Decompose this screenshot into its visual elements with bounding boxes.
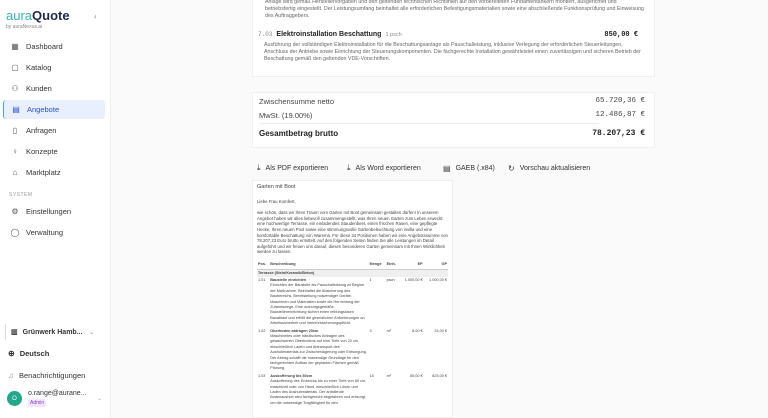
file-icon: ▤ [443,163,451,173]
notifications-button[interactable]: ♫ Benachrichtigungen [8,371,86,380]
store-icon: ⌂ [12,168,18,177]
previous-item-description: Anlage wird gemäß Herstellervorgaben und den geltenden technischen Richtlinien auf den vorbereiteten Fundamentankern montiert, ausgerichtet und betriebsfertig eingestellt. Der Leistungsumfang beinhaltet alle erforderlichen Befestigungsmaterialien sowie eine abschließende Funktionsprüfung und Einweisung des Auftraggebers. [265,0,644,20]
sidebar-item-einstellungen[interactable]: ⚙ Einstellungen [11,207,72,216]
clipboard-icon: ▯ [12,126,18,135]
export-word-button[interactable]: ⤓ Als Word exportieren [347,163,421,172]
gear-icon: ⚙ [11,207,19,216]
chevron-down-icon: ⌄ [96,396,102,402]
shield-icon: ◯ [10,228,20,237]
user-menu[interactable] [7,390,102,407]
refresh-icon: ↻ [508,163,515,173]
sidebar-item-verwaltung[interactable]: ◯ Verwaltung [10,228,64,237]
sidebar-item-konzepte[interactable]: ♀ Konzepte [12,147,58,156]
sidebar-item-anfragen[interactable]: ▯ Anfragen [3,121,105,140]
language-switcher[interactable]: ⊕ Deutsch [8,349,50,358]
preview-salutation: Liebe Frau Komfest, [257,198,296,204]
vat-row: MwSt. (19.00%) 12.486,87 € [259,111,645,120]
position-item: 7.03 Elektroinstallation Beschattung 1 psch 850,00 € [258,31,638,39]
table-row: 1.03 Auskofferung bis 80cm Auskofferung des Erdreichs bis zu einer Tiefe von 80 cm, maschinell oder von Hand, einschließlich Lösen und Laden des Aushubmaterials. Der anfallende Bodenaushub wird fachgerecht abgefahren und entsorgt, um die notwendige Tragfähigkeit für den 15 m³ 55,00 € 825,00 € [258,373,447,405]
user-email: o.range@aurane... [28,390,87,397]
building-icon: ▥ [11,329,18,336]
gross-total-row: Gesamtbetrag brutto 78.207,23 € [259,129,645,138]
collapse-sidebar-button[interactable]: ‹ [94,12,97,21]
book-icon: ▢ [11,63,19,72]
preview-table: Pos. Beschreibung Menge Einh. EP GP Terrasse (Stein/Keramik/Beton) 1.01 Baustelle einrichten Einrichten der Baustelle als Pauschalleistung zu Beginn der Maßnahme. Beinhaltet die Absicherung des Baubereichs, Bereitstellung notwendiger Geräte, Maschinen und Materialien sowie die Herrichtung der Zufahrtswege. Eine ordnungsgemäße Baustelleneinrichtung sichert einen reibungslosen Bauablauf und erfüllt die gesetzlichen Anforderungen an Arbeitssicherheit und Verkehrssicherungspflicht. 1 psch 1.000,00 € 1.000,00 € 1.02 Oberboden abtragen 20cm Maschinelles oder händisches Abtragen des gewachsenen Oberbodens auf eine Tiefe von 20 cm, einschließlich Laden und Abtransport des Aushubmaterials zur Zwischenlagerung oder Entsorgung. Der Abtrag schafft die notwendige Grundlage für den fachgerechten Aufbau der geplanten Flächen gemäß Planung. 3 m² 8,00 € 24,00 € 1.03 Auskofferung bis 80cm Auskofferung des Erdreichs bis zu einer Tiefe von 80 cm, maschinell oder von Hand, einschließlich Lösen und Laden des Aushubmaterials. Der anfallende Bodenaushub wird fachgerecht abgefahren und entsorgt, um die notwendige Tragfähigkeit für den 15 m³ 55,00 € 825,00 € [257,261,448,407]
download-icon: ⤓ [347,163,351,172]
sidebar-item-dashboard[interactable]: ▦ Dashboard [11,42,63,51]
export-pdf-button[interactable]: ⤓ Als PDF exportieren [257,163,329,172]
logo: auraQuote by auraNexus.ai [6,8,70,30]
table-row: 1.02 Oberboden abtragen 20cm Maschinelles oder händisches Abtragen des gewachsenen Oberbodens auf eine Tiefe von 20 cm, einschließlich Laden und Abtransport des Aushubmaterials zur Zwischenlagerung oder Entsorgung. Der Abtrag schafft die notwendige Grundlage für den fachgerechten Aufbau der geplanten Flächen gemäß Planung. 3 m² 8,00 € 24,00 € [258,328,447,371]
document-preview[interactable] [252,180,453,418]
section-label-system: SYSTEM [9,192,33,198]
chevron-down-icon: ⌄ [88,329,94,336]
bell-icon: ♫ [8,371,14,380]
table-row: 1.01 Baustelle einrichten Einrichten der Baustelle als Pauschalleistung zu Beginn der Maßnahme. Beinhaltet die Absicherung des Baubereichs, Bereitstellung notwendiger Geräte, Maschinen und Materialien sowie die Herrichtung der Zufahrtswege. Eine ordnungsgemäße Baustelleneinrichtung sichert einen reibungslosen Bauablauf und erfüllt die gesetzlichen Anforderungen an Arbeitssicherheit und Verkehrssicherungspflicht. 1 psch 1.000,00 € 1.000,00 € [258,277,447,326]
users-icon: ⚇ [11,84,19,93]
net-total-row: Zwischensumme netto 65.720,36 € [259,97,645,106]
sidebar-item-angebote[interactable]: ▤ Angebote [3,100,105,119]
role-badge: Admin [30,400,45,406]
globe-icon: ⊕ [8,349,15,358]
organization-switcher[interactable]: ▥ Grünwerk Hamb... ⌄ [5,324,100,340]
sidebar-item-marktplatz[interactable]: ⌂ Marktplatz [3,163,105,182]
preview-intro: wie schön, dass wir Ihren Traum vom Garten mit Boot gemeinsam gestalten dürfen! In unserem Angebot haben wir alles liebevoll zusammengestellt, was Ihren neuen Garten zum Leben erweckt: eine hochwertige Terrasse, ein einladendes Staudenbeet, einen frischen Rasen, eine gepflegte Hecke, Ihren neuen Pool sowie eine stimmungsvolle Gartenbeleuchtung von invilla und eine komfortable Beschattung von Warema. Für diese 34 Positionen haben wir eine Angebotssumme von 78.207,23 Euro brutto ermittelt. Auf den folgenden Seiten finden Sie alle Leistungen im Detail aufgeführt und wir freuen uns darauf, diesen besonderen Garten gemeinsam mit Ihnen Wirklichkeit werden zu lassen. [257,210,448,255]
sidebar-item-kunden[interactable]: ⚇ Kunden [11,84,52,93]
refresh-preview-button[interactable]: ↻ Vorschau aktualisieren [508,163,591,173]
sidebar [0,0,111,418]
preview-title: Garten mit Boot [257,184,296,190]
grid-icon: ▦ [11,42,19,51]
file-icon: ▤ [12,105,20,114]
avatar: O [7,391,22,406]
position-description: Ausführung der vollständigen Elektroinstallation für die Beschattungsanlage als Pauschalleistung, inklusive Verlegung der erforderlichen Steuerleitungen, Anschluss der Antriebe sowie Einrichtung der Steuerungskomponenten. Die fachgerechte Installation gewährleistet einen zuverlässigen und sicheren Betrieb der Beschattung gemäß den geltenden VDE-Vorschriften. [264,42,641,63]
lightbulb-icon: ♀ [12,147,18,156]
download-icon: ⤓ [257,163,261,172]
export-gaeb-button[interactable]: ▤ GAEB (.x84) [443,163,495,173]
sidebar-item-katalog[interactable]: ▢ Katalog [11,63,52,72]
